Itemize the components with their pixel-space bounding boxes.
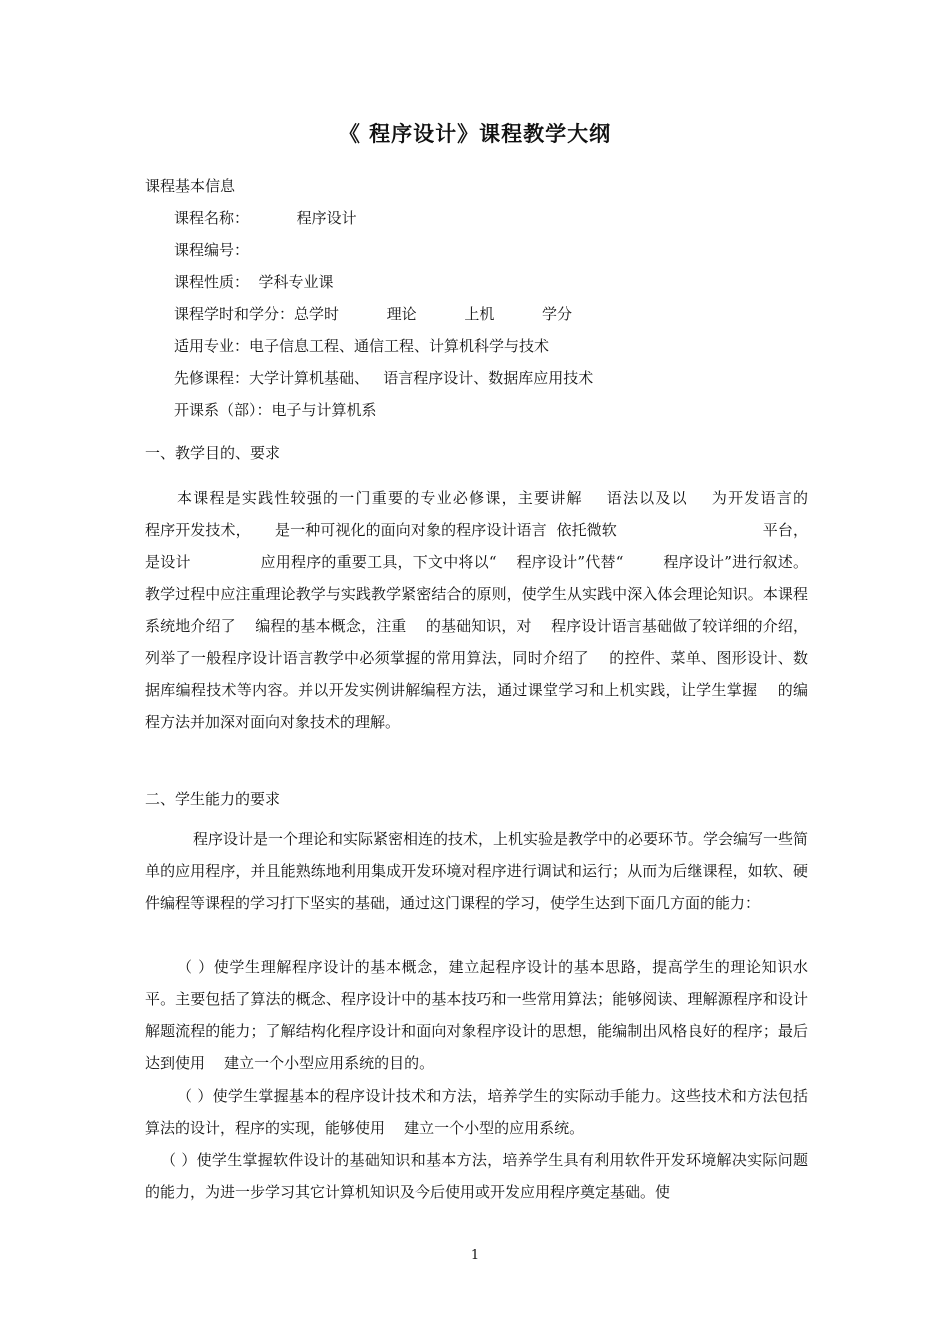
section2-heading: 二、学生能力的要求 — [145, 790, 281, 808]
course-department: 开课系（部）：电子与计算机系 — [174, 401, 377, 419]
page-number: 1 — [470, 1248, 480, 1263]
course-nature: 课程性质： 学科专业课 — [174, 273, 334, 291]
course-code: 课程编号： — [174, 241, 250, 259]
course-name: 课程名称： 程序设计 — [174, 209, 357, 227]
course-hours: 课程学时和学分：总学时 理论 上机 学分 — [174, 305, 573, 323]
course-majors: 适用专业：电子信息工程、通信工程、计算机科学与技术 — [174, 337, 550, 355]
section2-item-3: （ ）使学生掌握软件设计的基础知识和基本方法，培养学生具有利用软件开发环境解决实际问题的能力，为进一步学习其它计算机知识及今后使用或开发应用程序奠定基础。使 — [145, 1151, 808, 1201]
section2-item-2: （ ）使学生掌握基本的程序设计技术和方法，培养学生的实际动手能力。这些技术和方法包括算法的设计，程序的实现，能够使用 建立一个小型的应用系统。 — [145, 1087, 808, 1137]
document-title: 《 程序设计》课程教学大纲 — [338, 122, 612, 146]
section2-item-1: （ ）使学生理解程序设计的基本概念，建立起程序设计的基本思路，提高学生的理论知识水平。主要包括了算法的概念、程序设计中的基本技巧和一些常用算法；能够阅读、理解源程序和设计解题流程的能力；了解结构化程序设计和面向对象程序设计的思想，能编制出风格良好的程序；最后达到使用 建立一个小型应用系统的目的。 — [145, 958, 808, 1072]
section2-intro: 程序设计是一个理论和实际紧密相连的技术，上机实验是教学中的必要环节。学会编写一些简单的应用程序，并且能熟练地利用集成开发环境对程序进行调试和运行；从而为后继课程，如软、硬件编程等课程的学习打下坚实的基础，通过这门课程的学习，使学生达到下面几方面的能力： — [145, 830, 809, 912]
course-prerequisites: 先修课程：大学计算机基础、 语言程序设计、数据库应用技术 — [174, 369, 594, 387]
section1-heading: 一、教学目的、要求 — [145, 444, 281, 462]
basic-info-heading: 课程基本信息 — [145, 177, 236, 195]
section1-paragraph: 本课程是实践性较强的一门重要的专业必修课，主要讲解 语法以及以 为开发语言的 程序开发技术， 是一种可视化的面向对象的程序设计语言 依托微软 平台，是设计 应用程序的重要工具，下文中将以“ 程序设计”代替“ 程序设计”进行叙述。教学过程中应注重理论教学与实践教学紧密结合的原则，使学生从实践中深入体会理论知识。本课程系统地介绍了 编程的基本概念，注重 的基础知识，对 程序设计语言基础做了较详细的介绍，列举了一般程序设计语言教学中必须掌握的常用算法，同时介绍了 的控件、菜单、图形设计、数据库编程技术等内容。并以开发实例讲解编程方法，通过课堂学习和上机实践，让学生掌握 的编程方法并加深对面向对象技术的理解。 — [145, 489, 875, 731]
